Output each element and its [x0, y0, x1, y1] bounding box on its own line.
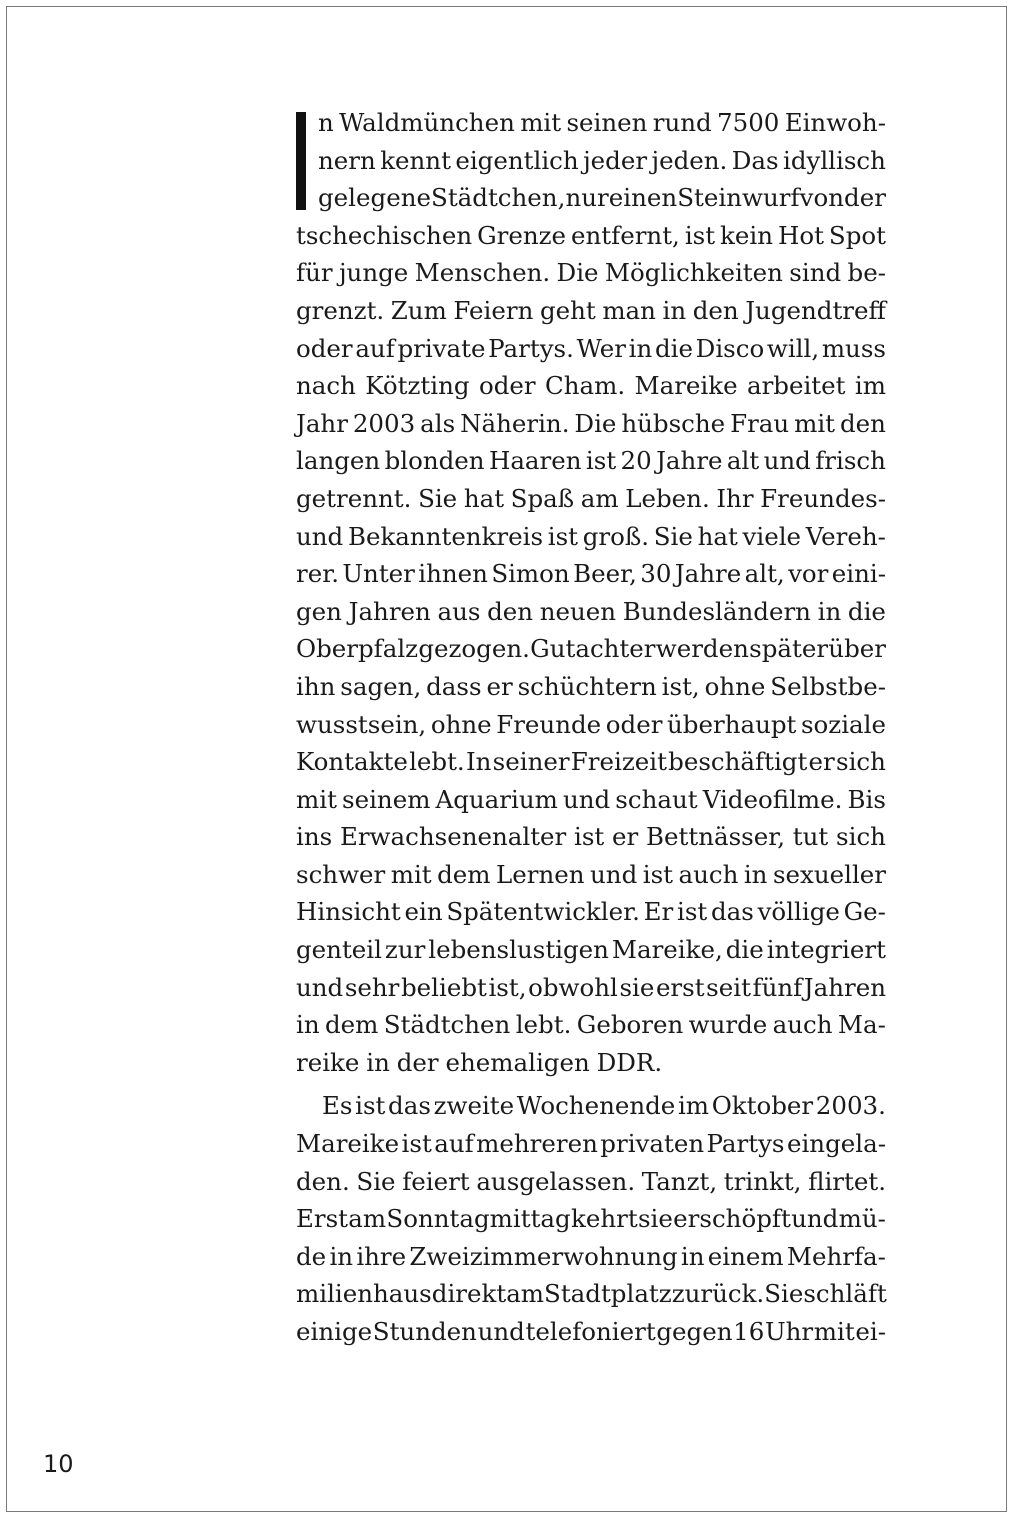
- text-line: [296, 1313, 886, 1351]
- text-line: [296, 217, 886, 255]
- word: beschäftigt: [668, 747, 808, 777]
- text-line: [296, 254, 886, 292]
- text-line: [296, 367, 886, 405]
- word: wurde: [688, 1010, 768, 1040]
- word: Die: [574, 408, 617, 438]
- word: Ge-: [843, 897, 886, 927]
- word: in: [662, 295, 687, 325]
- word: Mehrfa-: [786, 1241, 886, 1271]
- word: schwer: [296, 859, 386, 889]
- word: Partys: [706, 1129, 785, 1159]
- word: groß.: [582, 521, 650, 551]
- word: flirtet.: [808, 1166, 886, 1196]
- word: nur: [565, 183, 609, 213]
- word: neuen: [539, 596, 617, 626]
- word: milienhaus: [296, 1279, 432, 1309]
- word: rer.: [296, 559, 340, 589]
- word: er: [486, 671, 513, 701]
- word: später: [749, 634, 829, 664]
- word: die: [847, 596, 886, 626]
- word: Jugendtreff: [745, 295, 886, 325]
- word: n: [318, 108, 334, 137]
- word: Uhr: [765, 1317, 814, 1346]
- word: dass: [426, 671, 482, 701]
- word: alt: [726, 446, 760, 476]
- word: die: [654, 333, 693, 363]
- text-line: [296, 931, 886, 969]
- word: ist: [355, 1091, 386, 1121]
- word: gezogen.: [418, 634, 530, 664]
- word: völlige: [757, 897, 840, 927]
- word: Kötzting: [365, 371, 470, 401]
- word: er: [808, 747, 835, 777]
- word: ihn: [296, 671, 336, 701]
- word: den: [487, 596, 534, 626]
- word: privaten: [600, 1129, 705, 1159]
- word: mit: [296, 784, 337, 814]
- word: feiert: [402, 1166, 470, 1196]
- word: das: [388, 1091, 431, 1121]
- word: rund: [652, 108, 712, 137]
- word: Bettnässer,: [646, 822, 786, 852]
- word: schläft: [803, 1279, 887, 1309]
- word: gelegene: [318, 183, 431, 213]
- word: Oberpfalz: [296, 634, 419, 664]
- word: 30: [640, 559, 672, 589]
- word: lebt.: [515, 1010, 572, 1040]
- drop-cap-initial: [296, 112, 306, 210]
- word: hat: [697, 521, 738, 551]
- word: In: [465, 747, 492, 777]
- word: gegen: [656, 1317, 733, 1346]
- word: 16: [733, 1317, 765, 1346]
- word: und: [791, 1204, 839, 1234]
- text-line: [296, 1238, 886, 1276]
- word: in: [329, 1241, 354, 1271]
- word: 2003: [352, 408, 416, 438]
- word: Sie: [653, 521, 693, 551]
- word: die: [725, 935, 764, 965]
- word: mit: [520, 108, 562, 137]
- text-line: [296, 856, 886, 894]
- word: tschechischen: [296, 220, 473, 250]
- word: zweite: [433, 1091, 515, 1121]
- word: Lernen: [496, 859, 585, 889]
- word: grenzt.: [296, 295, 385, 325]
- word: direkt: [431, 1279, 507, 1309]
- word: Sie: [764, 1279, 804, 1309]
- word: Selbstbe-: [770, 671, 886, 701]
- word: Hinsicht: [296, 897, 401, 927]
- word: mü-: [838, 1204, 886, 1234]
- word: muss: [821, 333, 886, 363]
- page-number: 10: [43, 1450, 74, 1478]
- word: den.: [296, 1166, 350, 1196]
- word: Erst: [296, 1204, 349, 1234]
- word: als: [420, 408, 456, 438]
- word: Mareike: [296, 1129, 400, 1159]
- text-line: [296, 1275, 886, 1313]
- word: Freizeit: [570, 747, 667, 777]
- word: lebenslustigen: [428, 935, 609, 965]
- word: idyllisch: [782, 145, 886, 175]
- word: und: [590, 859, 638, 889]
- word: Zum: [390, 295, 447, 325]
- word: Ma-: [837, 1010, 886, 1040]
- word: Partys.: [488, 333, 574, 363]
- word: Oktober: [711, 1091, 814, 1121]
- word: nern: [318, 145, 376, 175]
- word: ist,: [661, 671, 700, 701]
- word: junge: [338, 258, 409, 288]
- word: seinen: [566, 108, 648, 137]
- word: be-: [847, 258, 886, 288]
- text-line: [296, 781, 886, 819]
- word: Videofilme.: [702, 784, 843, 814]
- word: werden: [655, 634, 749, 664]
- word: kehrt: [570, 1204, 638, 1234]
- text-line: [296, 405, 886, 443]
- word: 20: [620, 446, 652, 476]
- word: gen: [296, 596, 342, 626]
- word: in: [628, 333, 653, 363]
- word: Möglichkeiten: [604, 258, 783, 288]
- word: obwohl: [528, 972, 618, 1002]
- text-line: [296, 969, 886, 1007]
- word: Freundes-: [760, 483, 886, 513]
- text-line: [296, 818, 886, 856]
- word: Cham.: [544, 371, 626, 401]
- word: wusstsein,: [296, 709, 427, 739]
- word: zur: [384, 935, 426, 965]
- word: de: [296, 1241, 327, 1271]
- word: kennt: [380, 145, 451, 175]
- word: telefoniert: [525, 1317, 656, 1346]
- word: ins: [296, 822, 333, 852]
- text-line: [296, 743, 886, 781]
- word: Es: [322, 1091, 353, 1121]
- word: für: [296, 258, 333, 288]
- word: in: [680, 1241, 705, 1271]
- word: ist,: [488, 972, 527, 1002]
- word: und: [296, 521, 344, 551]
- word: Steinwurf: [677, 183, 800, 213]
- word: er: [612, 822, 639, 852]
- text-line: [296, 1006, 886, 1044]
- word: Stadtplatz: [544, 1279, 672, 1309]
- word: Jahren: [348, 596, 431, 626]
- word: Sie: [356, 1166, 396, 1196]
- word: Bekanntenkreis: [347, 521, 544, 551]
- word: Die: [556, 258, 599, 288]
- word: einem: [707, 1241, 784, 1271]
- word: 2003.: [815, 1091, 886, 1121]
- word: sexueller: [772, 859, 886, 889]
- text-line: [296, 330, 886, 368]
- word: ist: [684, 220, 716, 250]
- word: DDR.: [596, 1047, 663, 1077]
- word: Freunde: [496, 709, 602, 739]
- word: Frau: [730, 408, 790, 438]
- word: sagen,: [340, 671, 422, 701]
- word: sind: [789, 258, 842, 288]
- word: blonden: [384, 446, 485, 476]
- text-line: [296, 893, 886, 931]
- word: Haaren: [488, 446, 582, 476]
- word: hübsche: [621, 408, 726, 438]
- word: mit: [813, 1317, 855, 1346]
- word: eini-: [831, 559, 886, 589]
- word: ist: [401, 1129, 432, 1159]
- word: dem: [437, 859, 491, 889]
- word: das: [710, 897, 754, 927]
- word: Jahre: [656, 446, 723, 476]
- word: Städtchen,: [431, 183, 566, 213]
- word: oder: [296, 333, 353, 363]
- word: am: [506, 1279, 545, 1309]
- word: Erwachsenenalter: [339, 822, 567, 852]
- word: Leben.: [625, 483, 710, 513]
- word: einen: [608, 183, 678, 213]
- word: Bundesländern: [622, 596, 811, 626]
- text-line: [296, 1125, 886, 1163]
- word: von: [799, 183, 844, 213]
- word: Wochenende: [516, 1091, 676, 1121]
- word: Menschen.: [414, 258, 551, 288]
- text-line: [296, 706, 886, 744]
- word: ihnen: [418, 559, 488, 589]
- text-line: [296, 1087, 886, 1125]
- word: im: [854, 371, 886, 401]
- word: sehr: [344, 972, 400, 1002]
- word: Disco: [695, 333, 765, 363]
- word: lebt.: [409, 747, 465, 777]
- word: oder: [478, 371, 536, 401]
- word: am: [348, 1204, 387, 1234]
- word: kein: [720, 220, 774, 250]
- word: mit: [794, 408, 836, 438]
- word: Tanzt,: [641, 1166, 718, 1196]
- word: jeden.: [651, 145, 728, 175]
- word: sie: [637, 1204, 673, 1234]
- word: jeder: [583, 145, 648, 175]
- word: mehreren: [476, 1129, 598, 1159]
- word: Mareike,: [611, 935, 723, 965]
- word: 7500: [717, 108, 780, 137]
- word: Vereh-: [805, 521, 886, 551]
- word: ohne: [430, 709, 492, 739]
- word: reike: [296, 1047, 360, 1077]
- body-text: [296, 104, 886, 1351]
- text-line: [296, 480, 886, 518]
- text-line: [296, 1200, 886, 1238]
- word: schüchtern: [517, 671, 657, 701]
- word: getrennt.: [296, 483, 412, 513]
- word: Stunden: [372, 1317, 477, 1346]
- word: aus: [437, 596, 481, 626]
- word: ohne: [704, 671, 766, 701]
- word: Wer: [576, 333, 626, 363]
- text-line: [296, 630, 886, 668]
- text-line: [296, 555, 886, 593]
- text-line: [296, 142, 886, 180]
- word: dem: [325, 1010, 379, 1040]
- word: über: [828, 634, 886, 664]
- word: schaut: [615, 784, 698, 814]
- word: man: [602, 295, 656, 325]
- text-line: [296, 1044, 886, 1082]
- word: oder: [605, 709, 663, 739]
- word: am: [580, 483, 619, 513]
- word: langen: [296, 446, 381, 476]
- word: ist: [547, 521, 579, 551]
- word: den: [839, 408, 886, 438]
- word: ist: [574, 822, 605, 852]
- word: Aquarium: [435, 784, 558, 814]
- word: Grenze: [477, 220, 567, 250]
- word: seinem: [342, 784, 431, 814]
- paragraph-1: [296, 104, 886, 1081]
- text-line: [296, 179, 886, 217]
- word: Kontakte: [296, 747, 408, 777]
- word: Näherin.: [460, 408, 570, 438]
- text-line: [296, 593, 886, 631]
- word: Jahr: [296, 408, 348, 438]
- word: Hot: [777, 220, 824, 250]
- word: Zweizimmerwohnung: [409, 1241, 678, 1271]
- word: Geboren: [576, 1010, 684, 1040]
- word: auf: [355, 333, 395, 363]
- word: tut: [792, 822, 829, 852]
- word: Gutachter: [530, 634, 656, 664]
- word: nach: [296, 371, 356, 401]
- text-line: [296, 442, 886, 480]
- word: seit: [706, 972, 751, 1002]
- word: auch: [678, 859, 739, 889]
- word: seiner: [492, 747, 570, 777]
- word: frisch: [815, 446, 886, 476]
- word: ehemaligen: [445, 1047, 590, 1077]
- word: eingela-: [786, 1129, 886, 1159]
- word: ist: [676, 897, 708, 927]
- word: sich: [836, 747, 886, 777]
- word: und: [477, 1317, 525, 1346]
- word: Ihr: [716, 483, 754, 513]
- word: einige: [296, 1317, 373, 1346]
- word: private: [397, 333, 486, 363]
- word: ei-: [855, 1317, 886, 1346]
- word: hat: [463, 483, 505, 513]
- word: Spaß: [510, 483, 575, 513]
- paragraph-2: [296, 1087, 886, 1350]
- word: in: [296, 1010, 320, 1040]
- word: auf: [434, 1129, 474, 1159]
- word: Bis: [847, 784, 886, 814]
- word: fünf: [752, 972, 803, 1002]
- word: Das: [731, 145, 779, 175]
- word: ist: [585, 446, 617, 476]
- word: Sie: [418, 483, 458, 513]
- word: und: [763, 446, 811, 476]
- word: mit: [390, 859, 432, 889]
- word: und: [562, 784, 611, 814]
- word: soziale: [800, 709, 886, 739]
- word: Simon: [491, 559, 570, 589]
- word: Feiern: [453, 295, 534, 325]
- word: alt,: [744, 559, 785, 589]
- word: ein: [404, 897, 443, 927]
- word: in: [743, 859, 768, 889]
- word: Waldmünchen: [339, 108, 515, 137]
- word: integriert: [766, 935, 886, 965]
- word: der: [396, 1047, 439, 1077]
- word: in: [366, 1047, 390, 1077]
- word: und: [296, 972, 344, 1002]
- text-line: [296, 668, 886, 706]
- word: erschöpft: [673, 1204, 791, 1234]
- word: auch: [772, 1010, 833, 1040]
- word: Mareike: [634, 371, 738, 401]
- word: ist: [642, 859, 674, 889]
- text-line: [296, 1163, 886, 1201]
- word: Sonntagmittag: [386, 1204, 571, 1234]
- word: im: [677, 1091, 710, 1121]
- word: Einwoh-: [784, 108, 886, 137]
- word: Spätentwickler.: [446, 897, 640, 927]
- text-line: [296, 104, 886, 142]
- word: beliebt: [400, 972, 487, 1002]
- word: der: [844, 183, 886, 213]
- word: will,: [766, 333, 820, 363]
- word: in: [817, 596, 842, 626]
- word: eigentlich: [455, 145, 579, 175]
- word: Er: [643, 897, 674, 927]
- word: viele: [742, 521, 802, 551]
- word: sie: [619, 972, 655, 1002]
- word: Jahre: [674, 559, 742, 589]
- word: genteil: [296, 935, 382, 965]
- word: Städtchen: [383, 1010, 511, 1040]
- word: sich: [836, 822, 886, 852]
- word: erst: [655, 972, 705, 1002]
- word: ausgelassen.: [476, 1166, 636, 1196]
- word: entfernt,: [571, 220, 680, 250]
- word: arbeitet: [746, 371, 846, 401]
- text-line: [296, 518, 886, 556]
- word: ihre: [356, 1241, 407, 1271]
- word: den: [692, 295, 739, 325]
- word: trinkt,: [723, 1166, 802, 1196]
- word: zurück.: [671, 1279, 765, 1309]
- text-line: [296, 292, 886, 330]
- word: vor: [788, 559, 829, 589]
- word: Spot: [828, 220, 886, 250]
- word: geht: [539, 295, 596, 325]
- word: Beer,: [573, 559, 637, 589]
- word: überhaupt: [667, 709, 797, 739]
- word: Jahren: [803, 972, 886, 1002]
- word: Unter: [342, 559, 415, 589]
